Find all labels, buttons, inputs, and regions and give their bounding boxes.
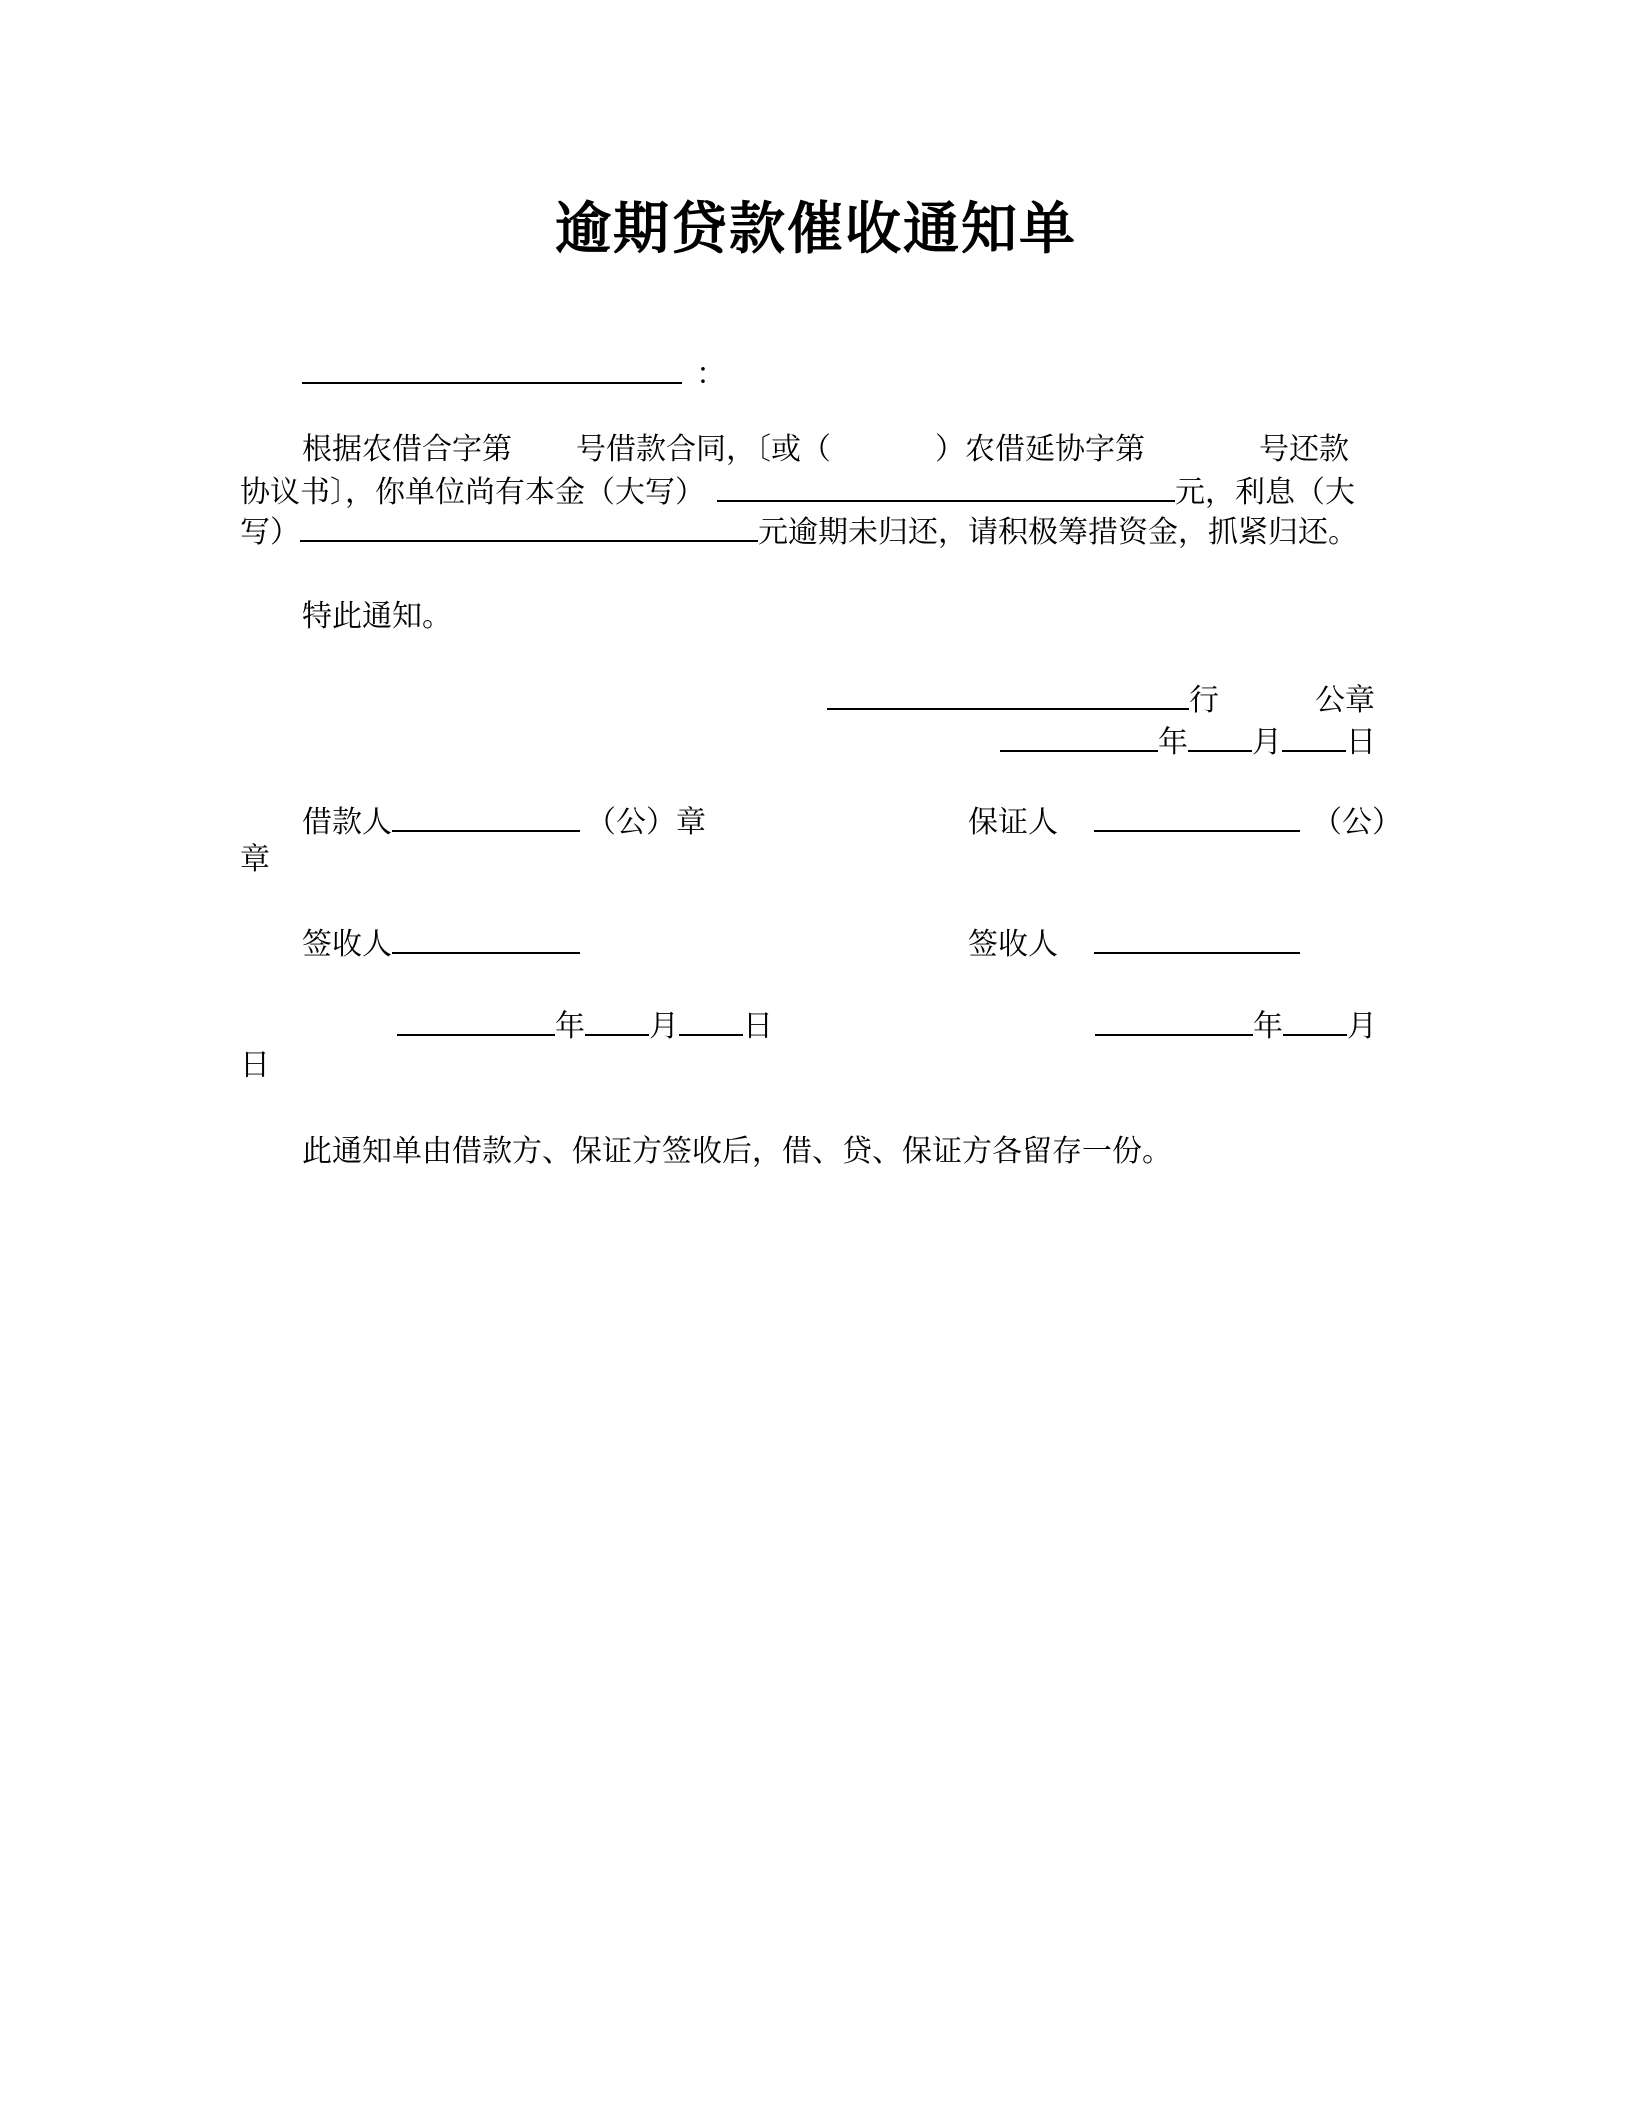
bank-day-blank <box>1282 720 1346 752</box>
guarantor-seal-wrap: 章 <box>240 842 270 877</box>
para1-text-f: 元，利息（大 <box>1175 475 1355 510</box>
borrower-label: 借款人 <box>302 805 392 840</box>
para1-line3 <box>240 510 1358 553</box>
borrower-day-blank <box>679 1004 743 1036</box>
guarantor-label: 保证人 <box>968 805 1058 840</box>
borrower-signer-label: 签收人 <box>302 927 392 962</box>
footer-note: 此通知单由借款方、保证方签收后，借、贷、保证方各留存一份。 <box>302 1134 1172 1169</box>
bank-year-label: 年 <box>1158 725 1188 760</box>
para1-text-g: 写） <box>240 515 300 550</box>
para1-text-e: 协议书〕，你单位尚有本金（大写） <box>240 475 705 510</box>
guarantor-blank <box>1094 800 1300 832</box>
para1-text-d: 号还款 <box>1259 432 1349 467</box>
bank-month-label: 月 <box>1252 725 1282 760</box>
addressee-line <box>302 352 726 395</box>
borrower-day-label: 日 <box>743 1009 773 1044</box>
para1-line2 <box>240 470 1355 513</box>
guarantor-month-label: 月 <box>1347 1009 1377 1044</box>
borrower-month-label: 月 <box>649 1009 679 1044</box>
addressee-blank <box>302 352 682 384</box>
bank-day-label: 日 <box>1346 725 1376 760</box>
interest-blank <box>300 510 758 542</box>
borrower-signer-line <box>302 922 580 965</box>
borrower-date-line <box>397 1004 773 1047</box>
para1-line1 <box>302 430 1349 470</box>
guarantor-signer-label: 签收人 <box>968 927 1058 962</box>
para1-text-b: 号借款合同，〔或（ <box>576 432 831 467</box>
borrower-month-blank <box>585 1004 649 1036</box>
guarantor-signer-line <box>968 922 1300 965</box>
borrower-year-blank <box>397 1004 555 1036</box>
bank-date-line <box>1000 720 1376 763</box>
guarantor-seal-suffix: （公） <box>1312 805 1402 840</box>
guarantor-date-line <box>1095 1004 1377 1047</box>
para1-text-a: 根据农借合字第 <box>302 432 512 467</box>
bank-year-blank <box>1000 720 1158 752</box>
bank-month-blank <box>1188 720 1252 752</box>
addressee-colon: ： <box>696 357 726 392</box>
borrower-seal-line <box>302 800 706 843</box>
bank-name-blank <box>827 678 1189 710</box>
borrower-signer-blank <box>392 922 580 954</box>
para1-text-h: 元逾期未归还，请积极筹措资金，抓紧归还。 <box>758 515 1358 550</box>
borrower-year-label: 年 <box>555 1009 585 1044</box>
guarantor-month-blank <box>1283 1004 1347 1036</box>
bank-seal-label: 公章 <box>1315 683 1375 718</box>
notice-text: 特此通知。 <box>302 599 452 634</box>
document-title: 逾期贷款催收通知单 <box>555 197 1077 262</box>
borrower-seal-suffix: （公）章 <box>586 805 706 840</box>
bank-seal-line <box>827 678 1375 721</box>
guarantor-seal-line <box>968 800 1402 843</box>
bank-suffix: 行 <box>1189 683 1219 718</box>
guarantor-year-label: 年 <box>1253 1009 1283 1044</box>
guarantor-signer-blank <box>1094 922 1300 954</box>
para1-text-c: ）农借延协字第 <box>935 432 1145 467</box>
principal-blank <box>717 470 1175 502</box>
borrower-blank <box>392 800 580 832</box>
guarantor-day-wrap: 日 <box>240 1048 270 1083</box>
guarantor-year-blank <box>1095 1004 1253 1036</box>
